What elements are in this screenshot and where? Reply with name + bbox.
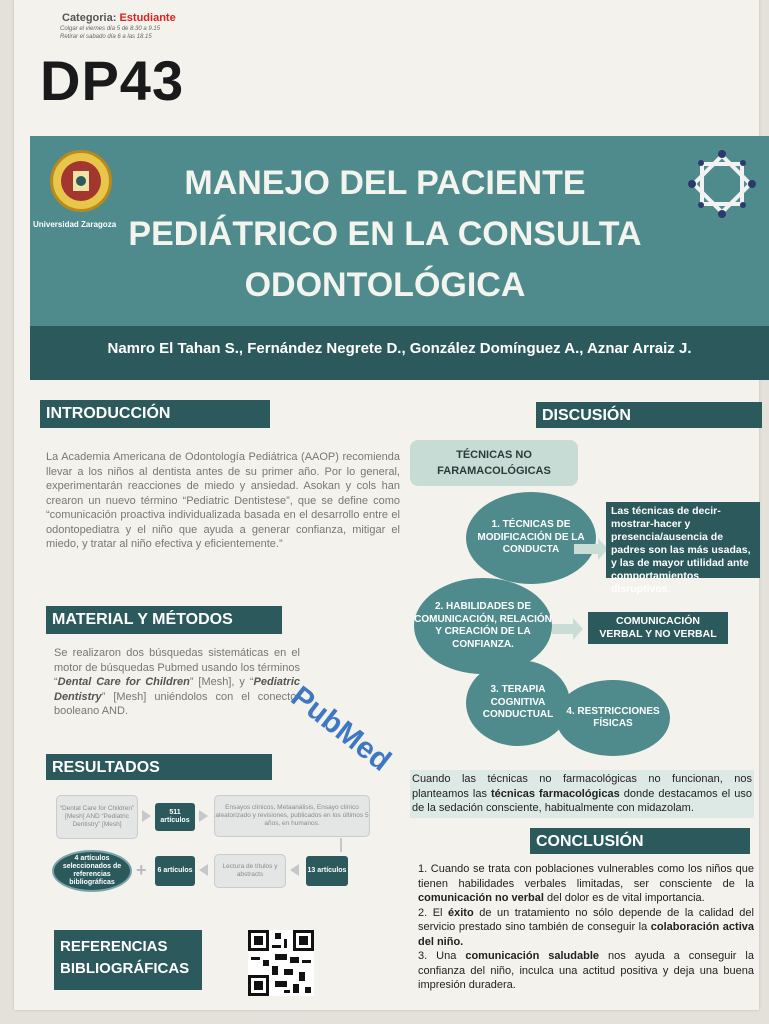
results-count-6: 6 artículos — [155, 856, 195, 886]
conclusion-title: CONCLUSIÓN — [530, 828, 750, 854]
methods-title: MATERIAL Y MÉTODOS — [46, 606, 282, 634]
discussion-note: Cuando las técnicas no farmacológicas no funcionan, nos planteamos las técnicas farmacológicas donde destacamos el uso de la sedación consciente, habitualmente con midazolam. — [410, 770, 754, 818]
conclusion-point-1: 1. Cuando se trata con poblaciones vulnerables como los niños que tienen habilidades verbales limitadas, ser consciente de la comunicación no verbal del dolor es de vital importancia. — [418, 863, 754, 904]
results-count-511: 511 artículos — [155, 803, 195, 831]
poster-title: MANEJO DEL PACIENTE PEDIÁTRICO EN LA CONSULTA ODONTOLÓGICA — [128, 164, 642, 304]
intro-title: INTRODUCCIÓN — [40, 400, 270, 428]
poster-code: DP43 — [40, 49, 185, 112]
category-label: Categoria: Estudiante — [62, 12, 176, 24]
flow-arrow — [340, 838, 342, 852]
conclusion-point-3: 3. Una comunicación saludable nos ayuda a conseguir la confianza del niño, inculca una actitud positiva y deja una buena impresión duradera. — [418, 950, 754, 991]
discussion-title: DISCUSIÓN — [536, 402, 762, 428]
schedule-line: Colgar el viernes día 5 de 8.30 a 9.15 — [60, 26, 161, 32]
university-name: Universidad Zaragoza — [33, 220, 117, 229]
plus-sign: + — [136, 860, 147, 880]
university-seal-icon — [50, 150, 112, 212]
methods-paragraph: Se realizaron dos búsquedas sistemáticas en el motor de búsquedas Pubmed usando los términos “Dental Care for Children” [Mesh], y “Pediatric Dentistry” [Mesh] uniéndolos con el conector booleano AND. — [54, 647, 300, 717]
schedule-line: Retirar el sabado día 6 a las 18.15 — [60, 34, 152, 40]
authors: Namro El Tahan S., Fernández Negrete D., González Domínguez A., Aznar Arraiz J. — [107, 340, 692, 357]
technique-ellipse-4: 4. RESTRICCIONES FÍSICAS — [556, 680, 670, 756]
discussion-box-techniques: Las técnicas de decir-mostrar-hacer y presencia/ausencia de padres son las más usadas, y las de mayor utilidad ante comportamientos disruptivos. — [606, 502, 760, 578]
results-count-13: 13 artículos — [306, 856, 348, 886]
star-ornament-icon — [684, 146, 760, 227]
pubmed-logo: PubMed — [284, 680, 397, 778]
flow-arrow — [290, 864, 299, 876]
conclusion-point-2: 2. El éxito de un tratamiento no sólo depende de la calidad del servicio prestado sino también de conseguir la colaboración activa del niño. — [418, 906, 754, 948]
conclusion-text — [418, 862, 754, 993]
flow-arrow — [199, 864, 208, 876]
flow-arrow — [574, 544, 600, 554]
flow-arrow — [142, 810, 151, 822]
results-final-box: 4 artículos seleccionados de referencias bibliográficas — [52, 850, 132, 892]
discussion-box-communication: COMUNICACIÓN VERBAL Y NO VERBAL — [588, 612, 728, 644]
qr-code-icon[interactable] — [248, 930, 314, 996]
results-reading-box: Lectura de títulos y abstracts — [214, 854, 286, 888]
techniques-header: TÉCNICAS NO FARAMACOLÓGICAS — [410, 440, 578, 486]
results-title: RESULTADOS — [46, 754, 272, 780]
technique-ellipse-3: 3. TERAPIA COGNITIVA CONDUCTUAL — [466, 660, 570, 746]
results-query-box: “Dental Care for Children” [Mesh] AND “Pediatric Dentistry” [Mesh] — [56, 795, 138, 839]
technique-ellipse-2: 2. HABILIDADES DE COMUNICACIÓN, RELACIÓN Y CREACIÓN DE LA CONFIANZA. — [414, 578, 552, 674]
flow-arrow — [552, 624, 574, 634]
flow-arrow — [573, 618, 583, 640]
results-filter-box: Ensayos clínicos, Metaanálisis, Ensayo clínico aleatorizado y revisiones, publicados en los últimos 5 años, en humanos. — [214, 795, 370, 837]
technique-ellipse-1: 1. TÉCNICAS DE MODIFICACIÓN DE LA CONDUCTA — [466, 492, 596, 584]
flow-arrow — [199, 810, 208, 822]
references-title: REFERENCIAS BIBLIOGRÁFICAS — [54, 930, 202, 990]
intro-paragraph: La Academia Americana de Odontología Pediátrica (AAOP) recomienda llevar a los niños al dentista antes de su primer año. Por lo general, experimentarán reacciones de miedo y ansiedad. Asokan y cols han crearon un nuevo término “Pediatric Dentistese”, que se define como “comunicación proactiva individualizada basada en el desarrollo entre el odontopediatra y el niño que ayuda a generar confianza, mitigar el miedo, y tratar al niño efectiva y eficientemente.” — [46, 451, 400, 550]
